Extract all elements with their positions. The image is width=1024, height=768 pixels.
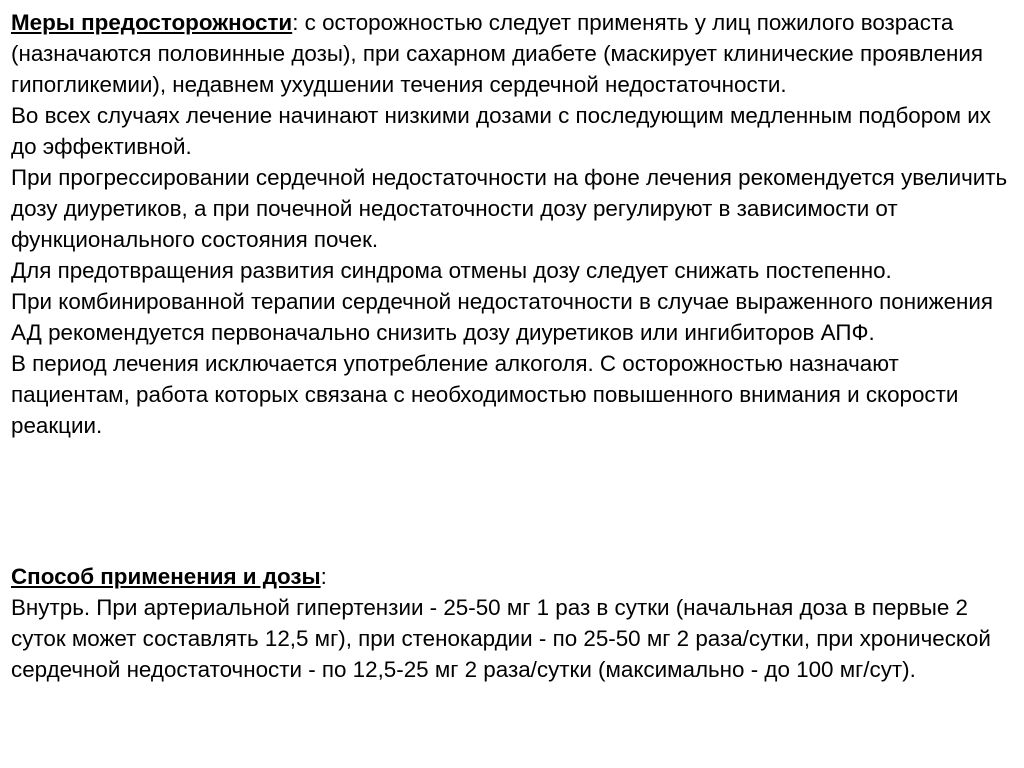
precautions-paragraph-alcohol: В период лечения исключается употребление алкоголя. С осторожностью назначают пациентам, работа которых связана с необходимостью повышенного внимания и скорости реакции. [11, 351, 959, 438]
precautions-heading-colon: : [292, 10, 299, 35]
dosage-heading-colon: : [320, 564, 327, 589]
precautions-paragraph-withdrawal: Для предотвращения развития синдрома отмены дозу следует снижать постепенно. [11, 258, 892, 283]
precautions-section [11, 7, 1011, 441]
precautions-intro-paragraph [11, 7, 1011, 100]
precautions-paragraph-heart-failure: При прогрессировании сердечной недостаточности на фоне лечения рекомендуется увеличить дозу диуретиков, а при почечной недостаточности дозу регулируют в зависимости от функционального состояния почек. [11, 165, 1008, 252]
precautions-intro-text: с осторожностью следует применять у лиц пожилого возраста (назначаются половинные дозы), при сахарном диабете (маскирует клинические проявления гипогликемии), недавнем ухудшении течения сердечной недостаточности. [11, 10, 984, 97]
dosage-text: Внутрь. При артериальной гипертензии - 25-50 мг 1 раз в сутки (начальная доза в первые 2 суток может составлять 12,5 мг), при стенокардии - по 25-50 мг 2 раза/сутки, при хронической сердечной недостаточности - по 12,5-25 мг 2 раза/сутки (максимально - до 100 мг/сут). [11, 595, 991, 682]
dosage-section [11, 561, 1011, 685]
dosage-heading: Способ применения и дозы [11, 564, 321, 589]
precautions-paragraph-combination: При комбинированной терапии сердечной недостаточности в случае выраженного понижения АД рекомендуется первоначально снизить дозу диуретиков или ингибиторов АПФ. [11, 289, 994, 345]
dosage-heading-line [11, 561, 1011, 592]
precautions-heading: Меры предосторожности [11, 10, 293, 35]
precautions-paragraph-dosing: Во всех случаях лечение начинают низкими дозами с последующим медленным подбором их до эффективной. [11, 103, 991, 159]
